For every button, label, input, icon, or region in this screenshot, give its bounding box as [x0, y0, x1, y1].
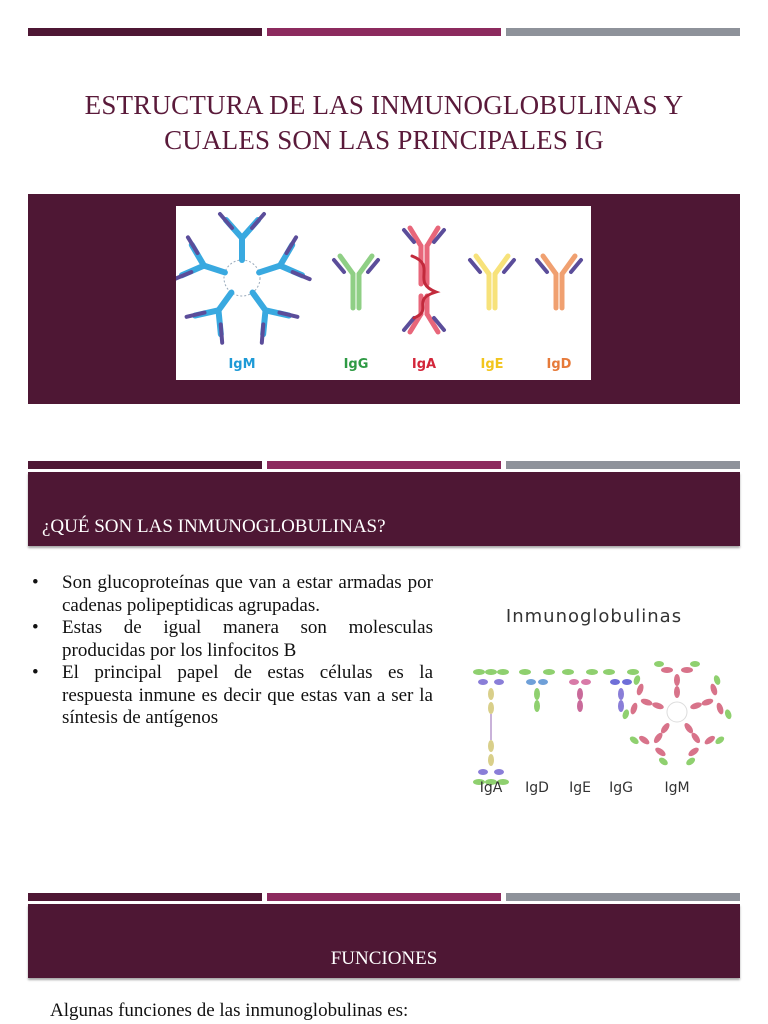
- funciones-heading: FUNCIONES: [330, 948, 438, 969]
- section-heading: ¿QUÉ SON LAS INMUNOGLOBULINAS?: [42, 516, 386, 537]
- igm-structure-icon: [621, 661, 732, 767]
- igd-label: IgD: [546, 357, 572, 372]
- antibody-types-figure: [176, 206, 591, 380]
- title-line-2: CUALES SON LAS PRINCIPALES IG: [164, 125, 604, 155]
- igd-molecule-icon: [537, 256, 581, 308]
- igg-label: IgG: [343, 357, 369, 372]
- ige-structure-icon: [562, 669, 598, 712]
- bullet-dot-icon: •: [32, 572, 39, 593]
- iga-dimer-icon: [404, 228, 444, 332]
- decorative-stripes-slide2: [28, 461, 740, 469]
- slide1-title: [40, 88, 728, 158]
- iga-structure-icon: [473, 669, 509, 785]
- list-item: • El principal papel de estas células es la respuesta inmune es decir que estas van a ser la síntesis de antígenos: [32, 662, 433, 728]
- list-item: • Son glucoproteínas que van a estar armadas por cadenas polipeptidicas agrupadas.: [32, 572, 433, 616]
- diagram-label-igg: IgG: [609, 780, 633, 796]
- diagram-label-iga: IgA: [479, 780, 503, 796]
- diagram-label-igm: IgM: [664, 780, 690, 796]
- igg-molecule-icon: [334, 256, 378, 308]
- decorative-stripes-top: [28, 28, 740, 36]
- diagram-title: Inmunoglobulinas: [505, 606, 683, 627]
- immunoglobulins-diagram: [462, 590, 732, 820]
- igm-label: IgM: [228, 357, 256, 372]
- funciones-intro: Algunas funciones de las inmunoglobulinas es:: [50, 1000, 409, 1021]
- decorative-stripes-slide3: [28, 893, 740, 901]
- bullet-list: [30, 572, 433, 730]
- iga-label: IgA: [411, 357, 437, 372]
- list-item: • Estas de igual manera son molesculas producidas por los linfocitos B: [32, 617, 433, 661]
- diagram-label-ige: IgE: [569, 780, 591, 796]
- ige-molecule-icon: [470, 256, 514, 308]
- title-line-1: ESTRUCTURA DE LAS INMUNOGLOBULINAS Y: [84, 90, 684, 120]
- ige-label: IgE: [480, 357, 504, 372]
- bullet-dot-icon: •: [32, 617, 39, 638]
- igd-structure-icon: [519, 669, 555, 712]
- diagram-label-igd: IgD: [525, 780, 549, 796]
- igm-pentamer-icon: [176, 214, 310, 343]
- bullet-dot-icon: •: [32, 662, 39, 683]
